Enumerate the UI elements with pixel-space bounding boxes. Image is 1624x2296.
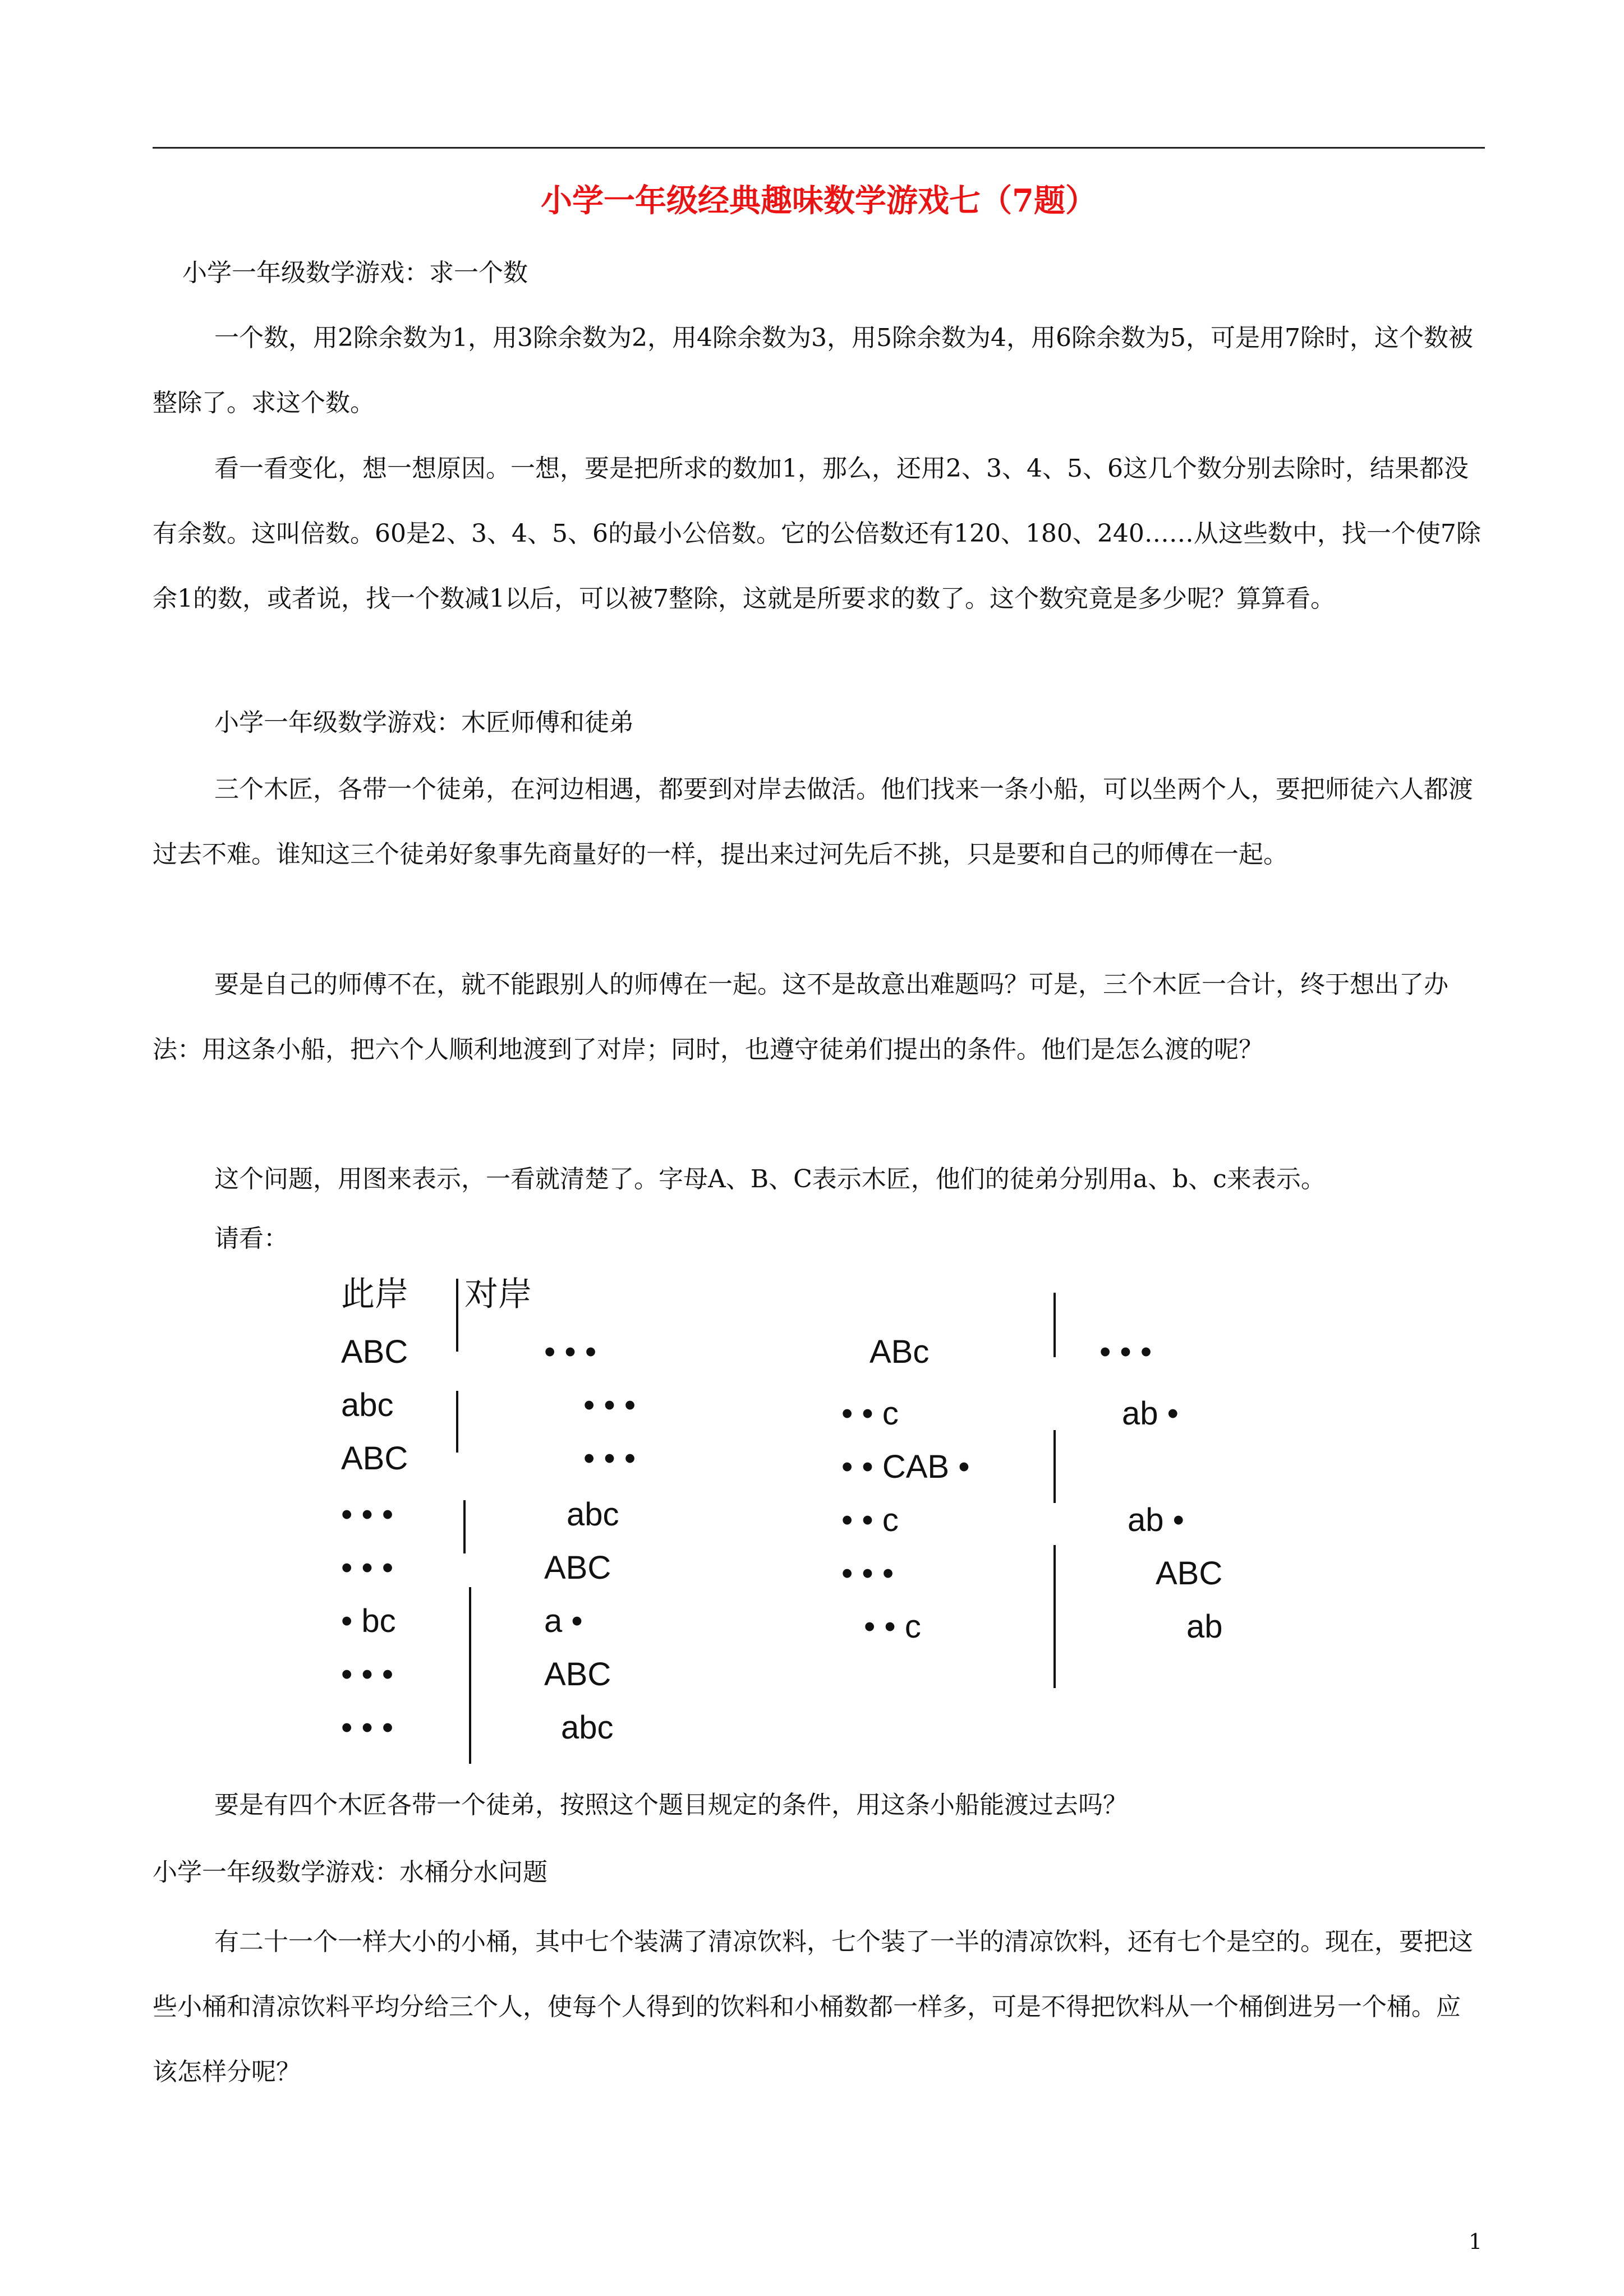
game3-heading: 小学一年级数学游戏：水桶分水问题 (153, 1858, 548, 1887)
document-title: 小学一年级经典趣味数学游戏七（7题） (541, 182, 1097, 219)
left-column-this-bank-2: abc (341, 1387, 394, 1423)
right-column-this-bank-6: • • c (864, 1608, 921, 1645)
left-column-other-bank-8: abc (561, 1709, 614, 1746)
river-crossing-diagram (314, 1262, 1268, 1772)
game2-heading: 小学一年级数学游戏：木匠师傅和徒弟 (214, 708, 634, 737)
left-column-this-bank-4: • • • (341, 1496, 394, 1533)
game2-paragraph-4: 请看： (214, 1224, 288, 1253)
left-column-this-bank-8: • • • (341, 1709, 394, 1746)
left-column-this-bank-5: • • • (341, 1550, 394, 1586)
other-bank-label: 对岸 (464, 1275, 532, 1313)
right-column-other-bank-4: ab • (1128, 1502, 1184, 1538)
page-number: 1 (1469, 2229, 1483, 2254)
right-column-this-bank-5: • • • (841, 1555, 894, 1592)
right-column-this-bank-3: • • CAB • (841, 1449, 970, 1485)
left-column-other-bank-6: a • (544, 1603, 583, 1639)
game2-paragraph-1: 三个木匠，各带一个徒弟，在河边相遇，都要到对岸去做活。他们找来一条小船，可以坐两个人，要把师徒六人都渡过去不难。谁知这三个徒弟好象事先商量好的一样，提出来过河先后不挑，只是要和自己的师傅在一起。 (153, 775, 1473, 869)
right-column-other-bank-1: • • • (1099, 1334, 1152, 1370)
left-column-other-bank-4: abc (567, 1496, 619, 1533)
left-column-this-bank-7: • • • (341, 1656, 394, 1693)
right-column-this-bank-1: ABc (869, 1334, 930, 1370)
left-column-this-bank-6: • bc (341, 1603, 396, 1639)
game1-heading: 小学一年级数学游戏：求一个数 (182, 259, 528, 287)
game2-paragraph-5: 要是有四个木匠各带一个徒弟，按照这个题目规定的条件，用这条小船能渡过去吗？ (214, 1791, 1128, 1819)
right-column-this-bank-4: • • c (841, 1502, 899, 1538)
right-column-other-bank-5: ABC (1156, 1555, 1223, 1592)
game1-paragraph-1: 一个数，用2除余数为1，用3除余数为2，用4除余数为3，用5除余数为4，用6除余数为5，可是用7除时，这个数被整除了。求这个数。 (153, 324, 1473, 417)
game2-paragraph-2: 要是自己的师傅不在，就不能跟别人的师傅在一起。这不是故意出难题吗？可是，三个木匠一合计，终于想出了办法：用这条小船，把六个人顺利地渡到了对岸；同时，也遵守徒弟们提出的条件。他们是怎么渡的呢？ (153, 970, 1448, 1064)
game1-paragraph-2: 看一看变化，想一想原因。一想，要是把所求的数加1，那么，还用2、3、4、5、6这几个数分别去除时，结果都没有余数。这叫倍数。60是2、3、4、5、6的最小公倍数。它的公倍数还有120、180、240……从这些数中，找一个使7除余1的数，或者说，找一个数减1以后，可以被7整除，这就是所要求的数了。这个数究竟是多少呢？算算看。 (153, 454, 1481, 613)
right-column-this-bank-2: • • c (841, 1395, 899, 1432)
left-column-other-bank-1: • • • (544, 1334, 597, 1370)
game3-paragraph-1: 有二十一个一样大小的小桶，其中七个装满了清凉饮料，七个装了一半的清凉饮料，还有七个是空的。现在，要把这些小桶和清凉饮料平均分给三个人，使每个人得到的饮料和小桶数都一样多，可是不得把饮料从一个桶倒进另一个桶。应该怎样分呢？ (153, 1928, 1473, 2086)
this-bank-label: 此岸 (341, 1275, 408, 1313)
left-column-this-bank-1: ABC (341, 1334, 408, 1370)
left-column-other-bank-7: ABC (544, 1656, 611, 1693)
right-column-other-bank-6: ab (1186, 1608, 1223, 1645)
left-column-this-bank-3: ABC (341, 1440, 408, 1477)
left-column-other-bank-5: ABC (544, 1550, 611, 1586)
right-column-other-bank-2: ab • (1122, 1395, 1179, 1432)
left-column-other-bank-3: • • • (583, 1440, 636, 1477)
header-rule (153, 147, 1485, 149)
game2-paragraph-3: 这个问题，用图来表示，一看就清楚了。字母A、B、C表示木匠，他们的徒弟分别用a、b、c来表示。 (214, 1165, 1326, 1193)
left-column-other-bank-2: • • • (583, 1387, 636, 1423)
